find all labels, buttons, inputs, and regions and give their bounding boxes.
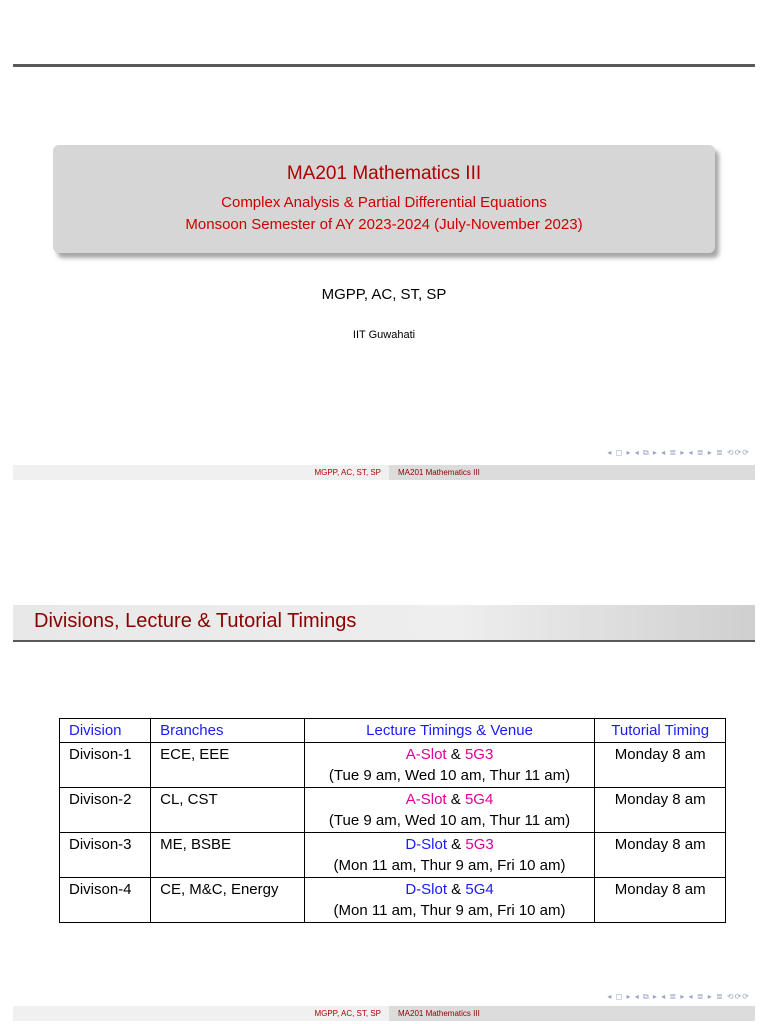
- footer-authors: MGPP, AC, ST, SP: [314, 468, 381, 477]
- lecture-times: (Tue 9 am, Wed 10 am, Thur 11 am): [328, 812, 571, 829]
- slot-label: D-Slot: [405, 881, 447, 898]
- lecture-times: (Mon 11 am, Thur 9 am, Fri 10 am): [333, 857, 566, 874]
- title-rule: [13, 640, 755, 642]
- lecture-cell: [304, 743, 595, 788]
- footer-course: MA201 Mathematics III: [398, 468, 480, 477]
- lecture-cell: [304, 878, 595, 923]
- tutorial-cell: Monday 8 am: [595, 743, 726, 788]
- branches-cell: ECE, EEE: [151, 743, 305, 788]
- title-box: [53, 145, 715, 253]
- venue-label: 5G3: [464, 746, 494, 763]
- division-cell: Divison-4: [60, 878, 151, 923]
- amp: &: [450, 746, 461, 763]
- header-lecture: Lecture Timings & Venue: [304, 719, 595, 743]
- slot-label: A-Slot: [405, 746, 447, 763]
- table-row: [60, 743, 726, 788]
- venue-label: 5G4: [465, 881, 494, 898]
- footer-authors: MGPP, AC, ST, SP: [314, 1009, 381, 1018]
- division-cell: Divison-1: [60, 743, 151, 788]
- timings-table: [59, 718, 726, 923]
- course-subtitle-line2: Monsoon Semester of AY 2023-2024 (July-November 2023): [185, 216, 583, 233]
- venue-label: 5G3: [465, 836, 494, 853]
- footer: [13, 1006, 755, 1021]
- branches-cell: CL, CST: [151, 788, 305, 833]
- navigation-symbols[interactable]: ◂ ◻ ▸ ◂ ⧉ ▸ ◂ ≣ ▸ ◂ ≣ ▸ ≣ ⟲⟳⟳: [607, 992, 750, 1001]
- slot-label: A-Slot: [405, 791, 447, 808]
- header-branches: Branches: [151, 719, 305, 743]
- venue-label: 5G4: [464, 791, 494, 808]
- course-title: MA201 Mathematics III: [286, 163, 482, 184]
- branches-cell: CE, M&C, Energy: [151, 878, 305, 923]
- footer-course: MA201 Mathematics III: [398, 1009, 480, 1018]
- tutorial-cell: Monday 8 am: [595, 833, 726, 878]
- tutorial-cell: Monday 8 am: [595, 788, 726, 833]
- amp: &: [451, 836, 462, 853]
- tutorial-cell: Monday 8 am: [595, 878, 726, 923]
- frame-title-bar: [13, 605, 755, 641]
- amp: &: [450, 791, 461, 808]
- timings-slide: [0, 512, 768, 1024]
- table-row: [60, 788, 726, 833]
- table-row: [60, 833, 726, 878]
- top-rule: [13, 64, 755, 67]
- course-subtitle-line1: Complex Analysis & Partial Differential Equations: [221, 194, 547, 211]
- branches-cell: ME, BSBE: [151, 833, 305, 878]
- division-cell: Divison-3: [60, 833, 151, 878]
- lecture-cell: [304, 788, 595, 833]
- navigation-symbols[interactable]: ◂ ◻ ▸ ◂ ⧉ ▸ ◂ ≣ ▸ ◂ ≣ ▸ ≣ ⟲⟳⟳: [607, 448, 750, 457]
- table-row: [60, 878, 726, 923]
- slot-label: D-Slot: [405, 836, 447, 853]
- lecture-times: (Mon 11 am, Thur 9 am, Fri 10 am): [333, 902, 566, 919]
- header-tutorial: Tutorial Timing: [595, 719, 726, 743]
- division-cell: Divison-2: [60, 788, 151, 833]
- lecture-cell: [304, 833, 595, 878]
- footer: [13, 465, 755, 480]
- header-division: Division: [60, 719, 151, 743]
- frame-title: Divisions, Lecture & Tutorial Timings: [34, 610, 357, 632]
- lecture-times: (Tue 9 am, Wed 10 am, Thur 11 am): [328, 767, 571, 784]
- table-header-row: [60, 719, 726, 743]
- amp: &: [451, 881, 462, 898]
- institute: IIT Guwahati: [352, 329, 416, 341]
- authors: MGPP, AC, ST, SP: [321, 286, 447, 303]
